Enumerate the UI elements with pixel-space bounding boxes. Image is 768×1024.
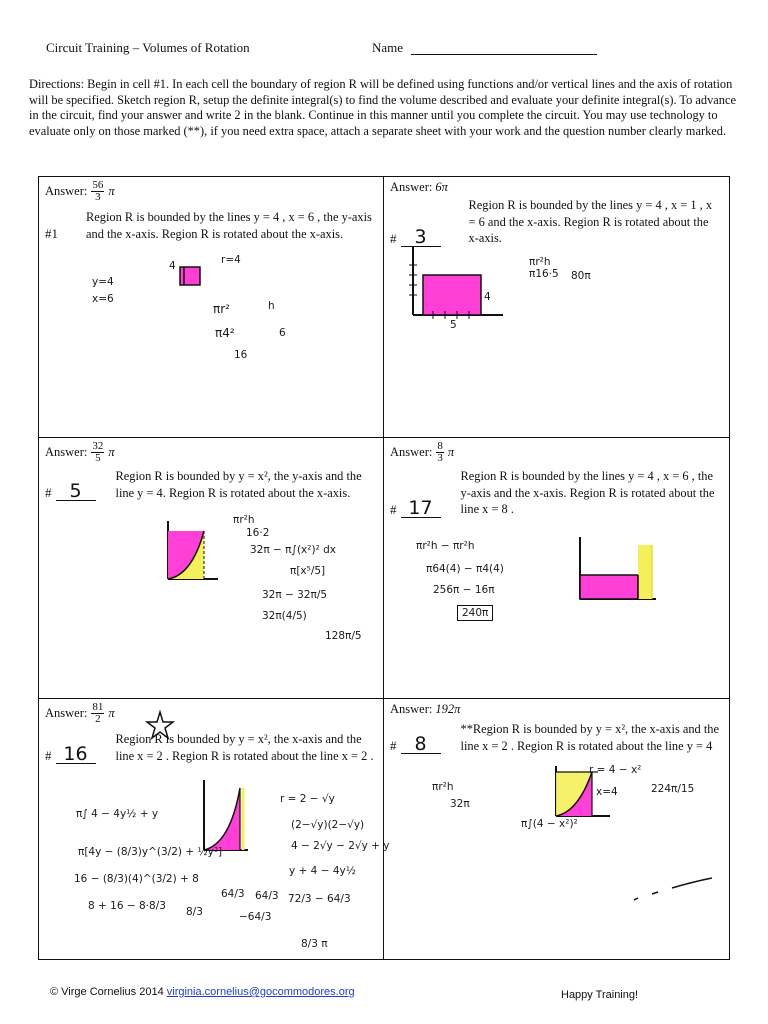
answer-label: Answer: — [45, 445, 88, 459]
work-text: 4 − 2√y − 2√y + y — [291, 840, 390, 852]
question-number: #1 — [45, 226, 58, 241]
question-number — [45, 468, 96, 501]
number-sign: # — [390, 501, 397, 517]
directions-text: Directions: Begin in cell #1. In each cell the boundary of region R will be defined using functions and/or vertical lines and the axis of rotation will be specified. Sketch region R, setup the definite integral(s) to find the volume described and evaluate your definite integral(s). To advance in the circuit, find your answer and write 2 in the blank. Continue in this manner until you complete the circuit. You may use technology to evaluate only on those marked (**), if you need extra space, attach a separate sheet with your work and the question number clearly marked. — [29, 77, 737, 138]
problem-text: Region R is bounded by the lines y = 4 , x = 6 , the y-axis and the x-axis. Region R is rotated about the line x = 8 . — [460, 469, 715, 516]
answer-pi: π — [447, 445, 455, 459]
work-text: πr²h — [529, 256, 551, 268]
answer-fraction — [91, 441, 104, 464]
scribble-mark — [632, 876, 722, 906]
name-label: Name — [372, 40, 404, 55]
work-text: πr²h — [432, 781, 454, 793]
work-text: h — [268, 300, 275, 312]
work-answer-box: 240π — [457, 605, 493, 621]
work-text: y + 4 − 4y½ — [289, 865, 356, 877]
work-text: 32π − 32π/5 — [262, 589, 328, 601]
work-text: 256π − 16π — [433, 584, 495, 596]
answer-numerator: 81 — [92, 701, 104, 713]
work-text: 16·2 — [246, 527, 270, 539]
work-text: 16 − (8/3)(4)^(3/2) + 8 — [74, 873, 199, 885]
work-text: 64/3 — [221, 888, 245, 900]
grid-divider-row-2 — [38, 698, 730, 699]
cell-4 — [390, 441, 724, 518]
work-text: 72/3 − 64/3 — [288, 893, 351, 905]
problem-text: Region R is bounded by the lines y = 4 , x = 1 , x = 6 and the x-axis. Region R is rotated about the x-axis. — [468, 198, 713, 245]
work-text: π64(4) − π4(4) — [426, 563, 504, 575]
work-text: 128π/5 — [325, 630, 362, 642]
answer-denominator: 5 — [95, 452, 101, 464]
answer-blank[interactable]: 5 — [56, 482, 96, 501]
footer-tagline: Happy Training! — [561, 989, 639, 1001]
answer-blank[interactable]: 16 — [56, 745, 96, 764]
work-text: 4 — [484, 291, 491, 303]
problem-text: Region R is bounded by y = x², the y-axis and the line y = 4. Region R is rotated about the x-axis. — [115, 469, 362, 500]
problem-text: Region R is bounded by y = x², the x-axis and the line x = 2 . Region R is rotated about the line x = 2 . — [115, 732, 374, 763]
answer-fraction — [91, 702, 104, 725]
work-text: 5 — [450, 319, 457, 331]
work-text: 8 + 16 − 8·8/3 — [88, 900, 166, 912]
region-sketch — [172, 255, 232, 295]
answer-label: Answer: — [45, 706, 88, 720]
cell-2 — [390, 180, 724, 247]
work-text: π16·5 — [529, 268, 559, 280]
answer-line — [45, 441, 379, 464]
problem-text: Region R is bounded by the lines y = 4 , x = 6 , the y-axis and the x-axis. Region R is rotated about the x-axis. — [86, 210, 372, 241]
answer-label: Answer: — [390, 702, 433, 716]
worksheet-title: Circuit Training – Volumes of Rotation — [46, 40, 250, 55]
region-sketch — [574, 535, 664, 605]
answer-fraction — [436, 441, 444, 464]
footer-credit — [50, 986, 355, 998]
answer-numerator: 8 — [437, 440, 443, 452]
work-text: x=6 — [92, 293, 114, 305]
question-number — [390, 197, 441, 247]
work-text: π[x⁵/5] — [290, 565, 326, 577]
work-text: x=4 — [596, 786, 618, 798]
answer-line — [390, 441, 724, 464]
answer-denominator: 2 — [95, 713, 101, 725]
email-link[interactable]: virginia.cornelius@gocommodores.org — [166, 986, 355, 998]
work-text: π4² — [215, 326, 235, 340]
work-text: πr²h − πr²h — [416, 540, 475, 552]
cell-1 — [45, 180, 379, 242]
work-text: πr² — [213, 302, 230, 316]
answer-numerator: 56 — [92, 179, 104, 191]
work-text: 8/3 π — [301, 938, 328, 950]
answer-pi: π — [108, 184, 115, 198]
work-text: 6 — [279, 327, 286, 339]
work-text: 8/3 — [186, 906, 203, 918]
question-number — [45, 731, 96, 764]
work-text: π[4y − (8/3)y^(3/2) + ½y²] — [78, 846, 223, 858]
answer-label: Answer: — [45, 184, 88, 198]
cell-3 — [45, 441, 379, 501]
work-text: 80π — [571, 270, 591, 282]
work-text: 16 — [234, 349, 248, 361]
work-text: πr²h — [233, 514, 255, 526]
work-text: 32π − π∫(x²)² dx — [250, 544, 336, 556]
number-sign: # — [390, 738, 397, 753]
work-text: 32π(4/5) — [262, 610, 307, 622]
answer-numerator: 32 — [92, 440, 104, 452]
answer-line — [390, 180, 724, 195]
answer-fraction — [91, 180, 104, 203]
work-text: y=4 — [92, 276, 114, 288]
work-text: π∫(4 − x²)² — [521, 818, 578, 830]
work-text: (2−√y)(2−√y) — [291, 819, 365, 831]
answer-blank[interactable]: 3 — [401, 228, 441, 247]
work-text: π∫ 4 − 4y½ + y — [76, 808, 159, 820]
work-text: r=4 — [221, 254, 241, 266]
name-field[interactable] — [411, 54, 597, 55]
answer-line — [45, 180, 379, 203]
answer-value: 6π — [435, 180, 448, 194]
answer-pi: π — [108, 445, 115, 459]
copyright-text: © Virge Cornelius 2014 — [50, 986, 164, 998]
number-sign: # — [45, 748, 52, 763]
cell-5 — [45, 702, 379, 764]
question-number — [390, 468, 441, 518]
work-text: 64/3 — [255, 890, 279, 902]
number-sign: # — [390, 230, 397, 246]
answer-line — [45, 702, 379, 725]
answer-blank[interactable]: 17 — [401, 499, 441, 518]
work-text: −64/3 — [239, 911, 272, 923]
star-icon — [145, 710, 175, 740]
answer-denominator: 3 — [95, 191, 101, 203]
work-text: r = 4 − x² — [589, 764, 642, 776]
work-text: 4 — [169, 260, 176, 272]
region-sketch — [405, 245, 505, 325]
work-text: 32π — [450, 798, 470, 810]
work-text: 224π/15 — [651, 783, 695, 795]
number-sign: # — [45, 485, 52, 500]
answer-label: Answer: — [390, 445, 433, 459]
answer-denominator: 3 — [437, 452, 443, 464]
work-text: r = 2 − √y — [280, 793, 335, 805]
problem-text: **Region R is bounded by y = x², the x-axis and the line x = 2 . Region R is rotated about the line y = 4 — [460, 722, 719, 753]
answer-value: 192π — [435, 702, 461, 716]
answer-line — [390, 702, 724, 717]
answer-label: Answer: — [390, 180, 433, 194]
answer-pi: π — [108, 706, 115, 720]
question-number — [390, 721, 441, 754]
region-sketch — [162, 517, 232, 587]
cell-6 — [390, 702, 724, 754]
answer-blank[interactable]: 8 — [401, 735, 441, 754]
grid-divider-row-1 — [38, 437, 730, 438]
